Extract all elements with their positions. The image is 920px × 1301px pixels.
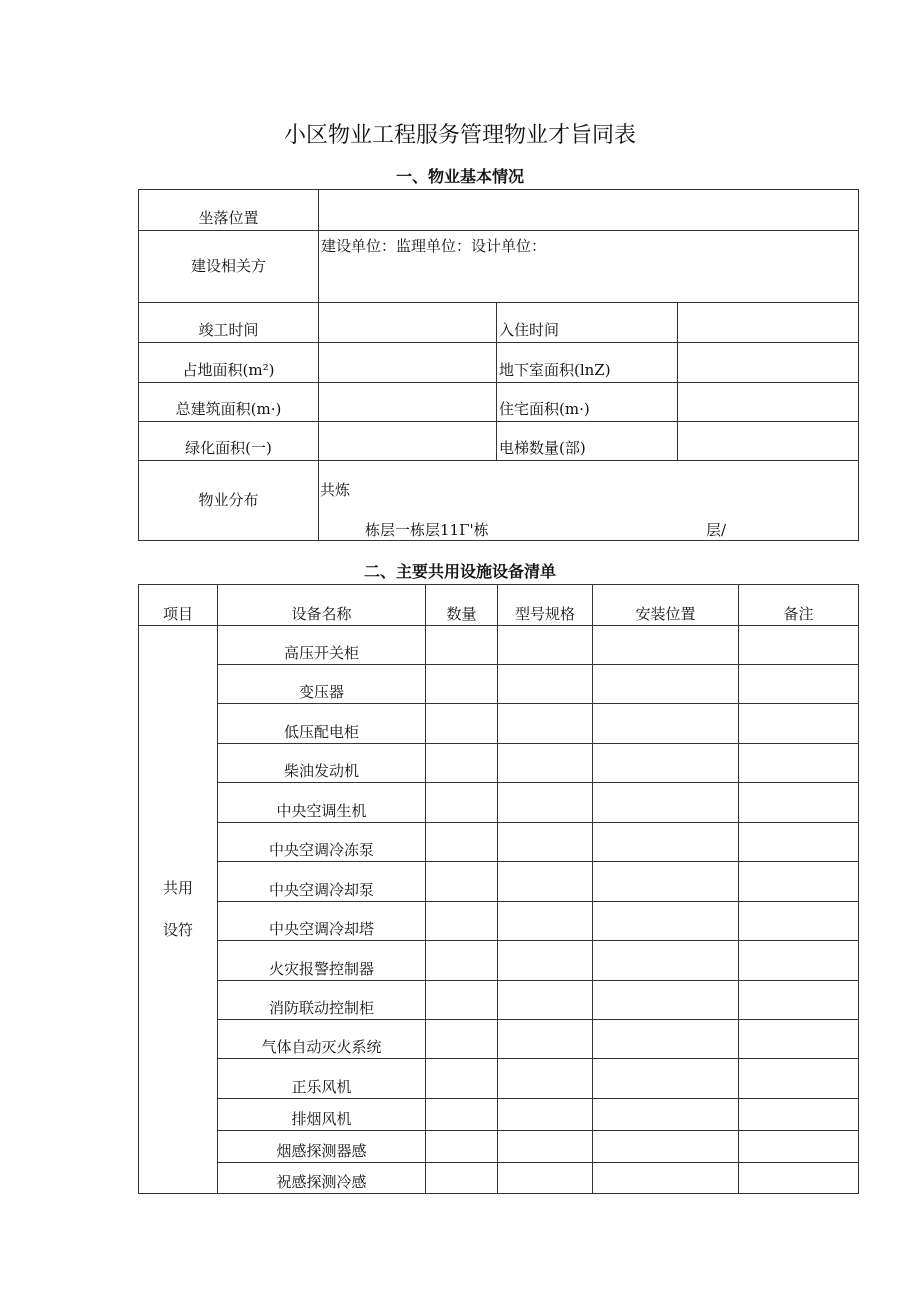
item-name: 高压开关柜 [218, 626, 426, 665]
item-name: 消防联动控制柜 [218, 981, 426, 1020]
remark-cell[interactable] [739, 744, 859, 783]
spec-cell[interactable] [498, 1020, 593, 1059]
quantity-cell[interactable] [426, 1099, 498, 1131]
distribution-label: 物业分布 [139, 461, 319, 541]
category-line1: 共用 [162, 879, 193, 897]
remark-cell[interactable] [739, 1131, 859, 1163]
table-row [139, 941, 859, 981]
movein-value-cell[interactable] [678, 303, 859, 343]
parties-value: 建设单位：监理单位：设计单位： [319, 231, 859, 303]
spec-cell[interactable] [498, 862, 593, 902]
completion-label: 竣工时间 [139, 303, 319, 343]
remark-cell[interactable] [739, 704, 859, 744]
position-cell[interactable] [593, 862, 739, 902]
item-name: 排烟风机 [218, 1099, 426, 1131]
remark-cell[interactable] [739, 902, 859, 941]
item-name: 中央空调冷却泵 [218, 862, 426, 902]
table-row [139, 1059, 859, 1099]
table-row [139, 1020, 859, 1059]
remark-cell[interactable] [739, 1020, 859, 1059]
table-row [139, 744, 859, 783]
spec-cell[interactable] [498, 665, 593, 704]
position-cell[interactable] [593, 1163, 739, 1194]
remark-cell[interactable] [739, 823, 859, 862]
position-cell[interactable] [593, 981, 739, 1020]
remark-cell[interactable] [739, 981, 859, 1020]
item-name: 气体自动灭火系统 [218, 1020, 426, 1059]
item-name: 中央空调冷却塔 [218, 902, 426, 941]
spec-cell[interactable] [498, 1099, 593, 1131]
land-area-value-cell[interactable] [319, 343, 497, 383]
quantity-cell[interactable] [426, 1059, 498, 1099]
table-row [139, 1131, 859, 1163]
table-row [139, 981, 859, 1020]
location-value-cell[interactable] [319, 190, 859, 231]
spec-cell[interactable] [498, 1059, 593, 1099]
quantity-cell[interactable] [426, 665, 498, 704]
remark-cell[interactable] [739, 941, 859, 981]
table-row [139, 626, 859, 665]
category-cell [139, 626, 218, 1194]
position-cell[interactable] [593, 1059, 739, 1099]
remark-cell[interactable] [739, 1059, 859, 1099]
column-header: 设备名称 [218, 585, 426, 626]
green-area-value-cell[interactable] [319, 422, 497, 461]
column-header: 型号规格 [498, 585, 593, 626]
residential-area-value-cell[interactable] [678, 383, 859, 422]
item-name: 火灾报警控制器 [218, 941, 426, 981]
remark-cell[interactable] [739, 1099, 859, 1131]
document-title: 小区物业工程服务管理物业才旨同表 [283, 123, 636, 148]
total-area-value-cell[interactable] [319, 383, 497, 422]
remark-cell[interactable] [739, 1163, 859, 1194]
item-name: 正乐风机 [218, 1059, 426, 1099]
facilities-header-row [139, 585, 859, 626]
elevator-label: 电梯数量(部) [497, 422, 678, 461]
item-name: 柴油发动机 [218, 744, 426, 783]
position-cell[interactable] [593, 1099, 739, 1131]
position-cell[interactable] [593, 902, 739, 941]
spec-cell[interactable] [498, 823, 593, 862]
quantity-cell[interactable] [426, 744, 498, 783]
movein-label: 入住时间 [497, 303, 678, 343]
remark-cell[interactable] [739, 783, 859, 823]
spec-cell[interactable] [498, 1131, 593, 1163]
table-row [139, 704, 859, 744]
elevator-value-cell[interactable] [678, 422, 859, 461]
basement-area-value-cell[interactable] [678, 343, 859, 383]
remark-cell[interactable] [739, 626, 859, 665]
position-cell[interactable] [593, 1020, 739, 1059]
remark-cell[interactable] [739, 862, 859, 902]
quantity-cell[interactable] [426, 1131, 498, 1163]
distribution-line2: 栋层一栋层11Γ'栋 [365, 521, 489, 539]
quantity-cell[interactable] [426, 783, 498, 823]
distribution-line3: 层/ [706, 521, 727, 539]
table-row [139, 1163, 859, 1194]
quantity-cell[interactable] [426, 626, 498, 665]
location-label: 坐落位置 [139, 190, 319, 231]
item-name: 烟感探测器感 [218, 1131, 426, 1163]
section2-heading: 二、主要共用设施设备清单 [363, 562, 556, 581]
spec-cell[interactable] [498, 941, 593, 981]
position-cell[interactable] [593, 1131, 739, 1163]
column-header: 安装位置 [593, 585, 739, 626]
quantity-cell[interactable] [426, 1163, 498, 1194]
table-row [139, 665, 859, 704]
quantity-cell[interactable] [426, 862, 498, 902]
category-line2: 设符 [162, 921, 193, 939]
table-row [139, 862, 859, 902]
facilities-table [138, 584, 859, 1194]
quantity-cell[interactable] [426, 981, 498, 1020]
parties-label: 建设相关方 [139, 231, 319, 303]
column-header: 数量 [426, 585, 498, 626]
position-cell[interactable] [593, 783, 739, 823]
item-name: 低压配电柜 [218, 704, 426, 744]
quantity-cell[interactable] [426, 704, 498, 744]
total-area-label: 总建筑面积(m·) [139, 383, 319, 422]
spec-cell[interactable] [498, 902, 593, 941]
quantity-cell[interactable] [426, 823, 498, 862]
table-row [139, 902, 859, 941]
distribution-line1: 共炼 [320, 481, 351, 499]
column-header: 项目 [139, 585, 218, 626]
item-name: 中央空调生机 [218, 783, 426, 823]
position-cell[interactable] [593, 941, 739, 981]
table-row [139, 1099, 859, 1131]
table-row [139, 783, 859, 823]
quantity-cell[interactable] [426, 902, 498, 941]
position-cell[interactable] [593, 744, 739, 783]
residential-area-label: 住宅面积(m·) [497, 383, 678, 422]
spec-cell[interactable] [498, 1163, 593, 1194]
land-area-label: 占地面积(m²) [139, 343, 319, 383]
spec-cell[interactable] [498, 626, 593, 665]
spec-cell[interactable] [498, 783, 593, 823]
quantity-cell[interactable] [426, 1020, 498, 1059]
spec-cell[interactable] [498, 981, 593, 1020]
green-area-label: 绿化面积(一) [139, 422, 319, 461]
item-name: 中央空调冷冻泵 [218, 823, 426, 862]
remark-cell[interactable] [739, 665, 859, 704]
distribution-value-cell [319, 461, 859, 541]
table-row [139, 823, 859, 862]
property-info-table [138, 189, 859, 541]
position-cell[interactable] [593, 626, 739, 665]
spec-cell[interactable] [498, 704, 593, 744]
basement-area-label: 地下室面积(lnZ) [497, 343, 678, 383]
spec-cell[interactable] [498, 744, 593, 783]
section1-heading: 一、物业基本情况 [395, 167, 524, 186]
completion-value-cell[interactable] [319, 303, 497, 343]
item-name: 变压器 [218, 665, 426, 704]
column-header: 备注 [739, 585, 859, 626]
position-cell[interactable] [593, 823, 739, 862]
quantity-cell[interactable] [426, 941, 498, 981]
item-name: 祝感探测冷感 [218, 1163, 426, 1194]
position-cell[interactable] [593, 665, 739, 704]
position-cell[interactable] [593, 704, 739, 744]
